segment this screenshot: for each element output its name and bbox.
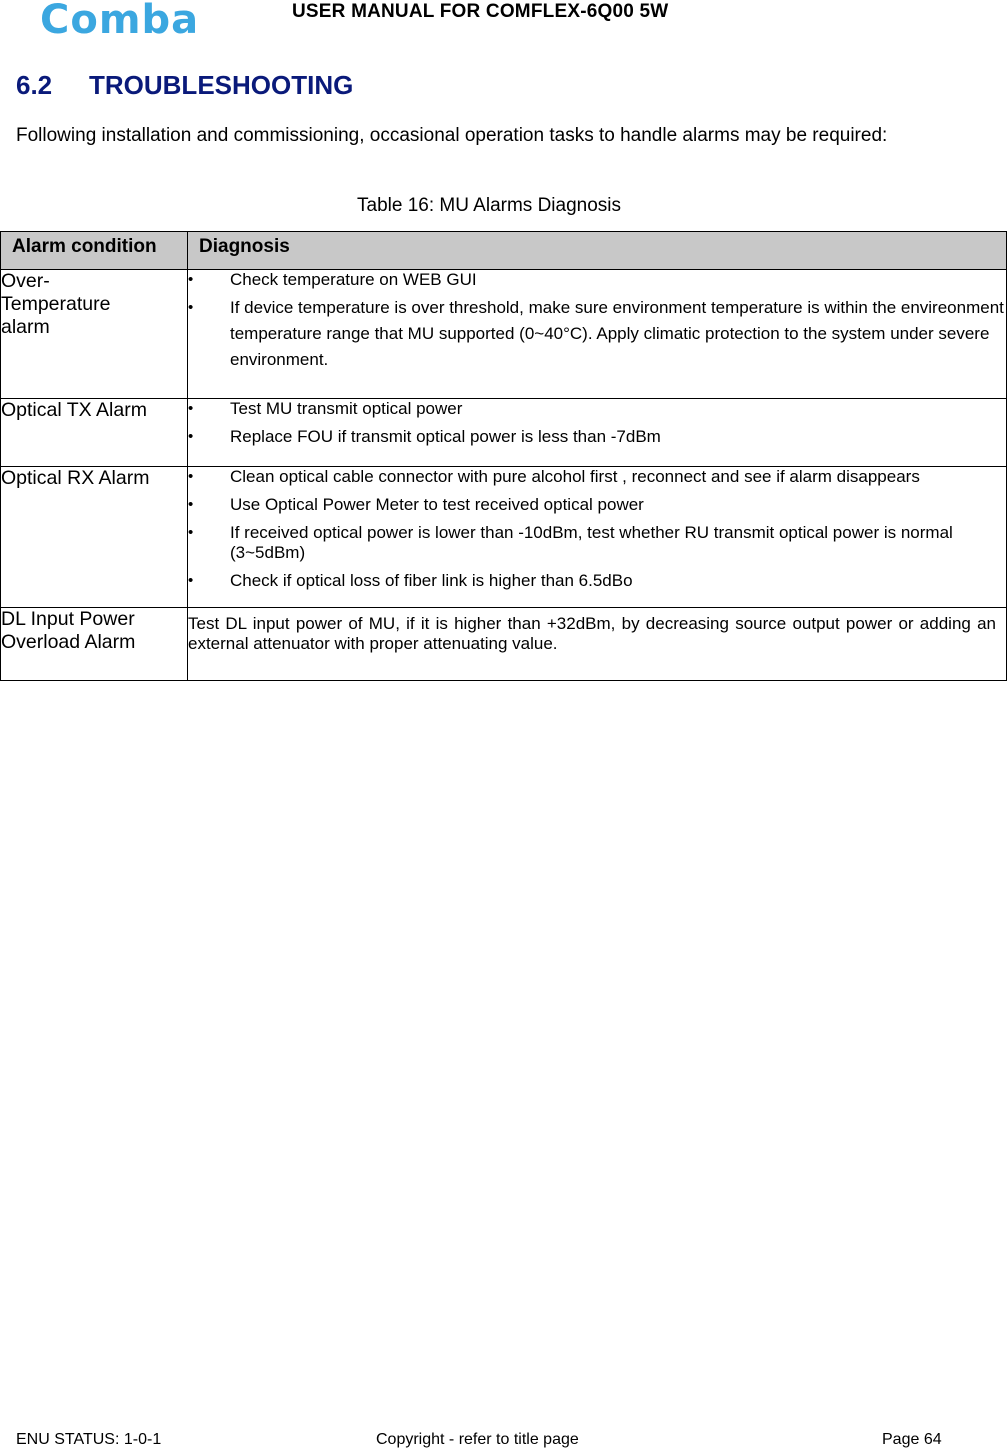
table-header-row <box>1 232 1007 270</box>
diagnosis <box>188 467 1007 608</box>
list-item: • Use Optical Power Meter to test received optical power <box>188 495 1006 515</box>
alarm-condition: Optical RX Alarm <box>1 467 188 608</box>
table-row <box>1 399 1007 467</box>
table-row <box>1 608 1007 681</box>
list-item: • Check if optical loss of fiber link is higher than 6.5dBo <box>188 571 1006 591</box>
header-diagnosis: Diagnosis <box>188 232 1007 270</box>
manual-title: USER MANUAL FOR COMFLEX-6Q00 5W <box>292 1 669 22</box>
alarm-condition: Optical TX Alarm <box>1 399 188 467</box>
diagnosis <box>188 270 1007 399</box>
alarm-condition: DL Input Power Overload Alarm <box>1 608 188 681</box>
table-row <box>1 467 1007 608</box>
list-item: • Clean optical cable connector with pure alcohol first , reconnect and see if alarm disappears <box>188 467 1006 487</box>
diagnosis-text: Test DL input power of MU, if it is higher than +32dBm, by decreasing source output power or adding an external attenuator with proper attenuating value. <box>188 614 996 653</box>
list-item: • If received optical power is lower than -10dBm, test whether RU transmit optical power is normal (3~5dBm) <box>188 523 1006 563</box>
comba-logo <box>40 0 220 43</box>
list-item: • Check temperature on WEB GUI <box>188 270 1006 290</box>
alarms-table <box>0 231 1007 681</box>
section-number: 6.2 <box>16 70 53 100</box>
list-item: • Test MU transmit optical power <box>188 399 1006 419</box>
alarm-condition: Over-Temperature alarm <box>1 270 188 399</box>
table-caption: Table 16: MU Alarms Diagnosis <box>357 195 621 216</box>
footer-status: ENU STATUS: 1-0-1 <box>16 1431 162 1448</box>
list-item: • If device temperature is over threshold, make sure environment temperature is within the envireonment temperature range that MU supported (0~40°C). Apply climatic protection to the system under severe environment. <box>188 295 1006 373</box>
header-alarm-condition: Alarm condition <box>1 232 188 270</box>
list-item: • Replace FOU if transmit optical power is less than -7dBm <box>188 427 1006 447</box>
section-title: TROUBLESHOOTING <box>89 70 354 100</box>
table-row <box>1 270 1007 399</box>
footer-page-number: Page 64 <box>882 1431 942 1448</box>
diagnosis-list <box>188 467 1006 591</box>
intro-paragraph: Following installation and commissioning, occasional operation tasks to handle alarms may be required: <box>16 125 888 146</box>
diagnosis <box>188 399 1007 467</box>
footer-copyright: Copyright - refer to title page <box>376 1431 579 1448</box>
section-heading <box>16 70 353 101</box>
logo-text: Comba <box>40 0 200 43</box>
diagnosis-list <box>188 399 1006 447</box>
diagnosis <box>188 608 1007 681</box>
diagnosis-list <box>188 270 1006 373</box>
